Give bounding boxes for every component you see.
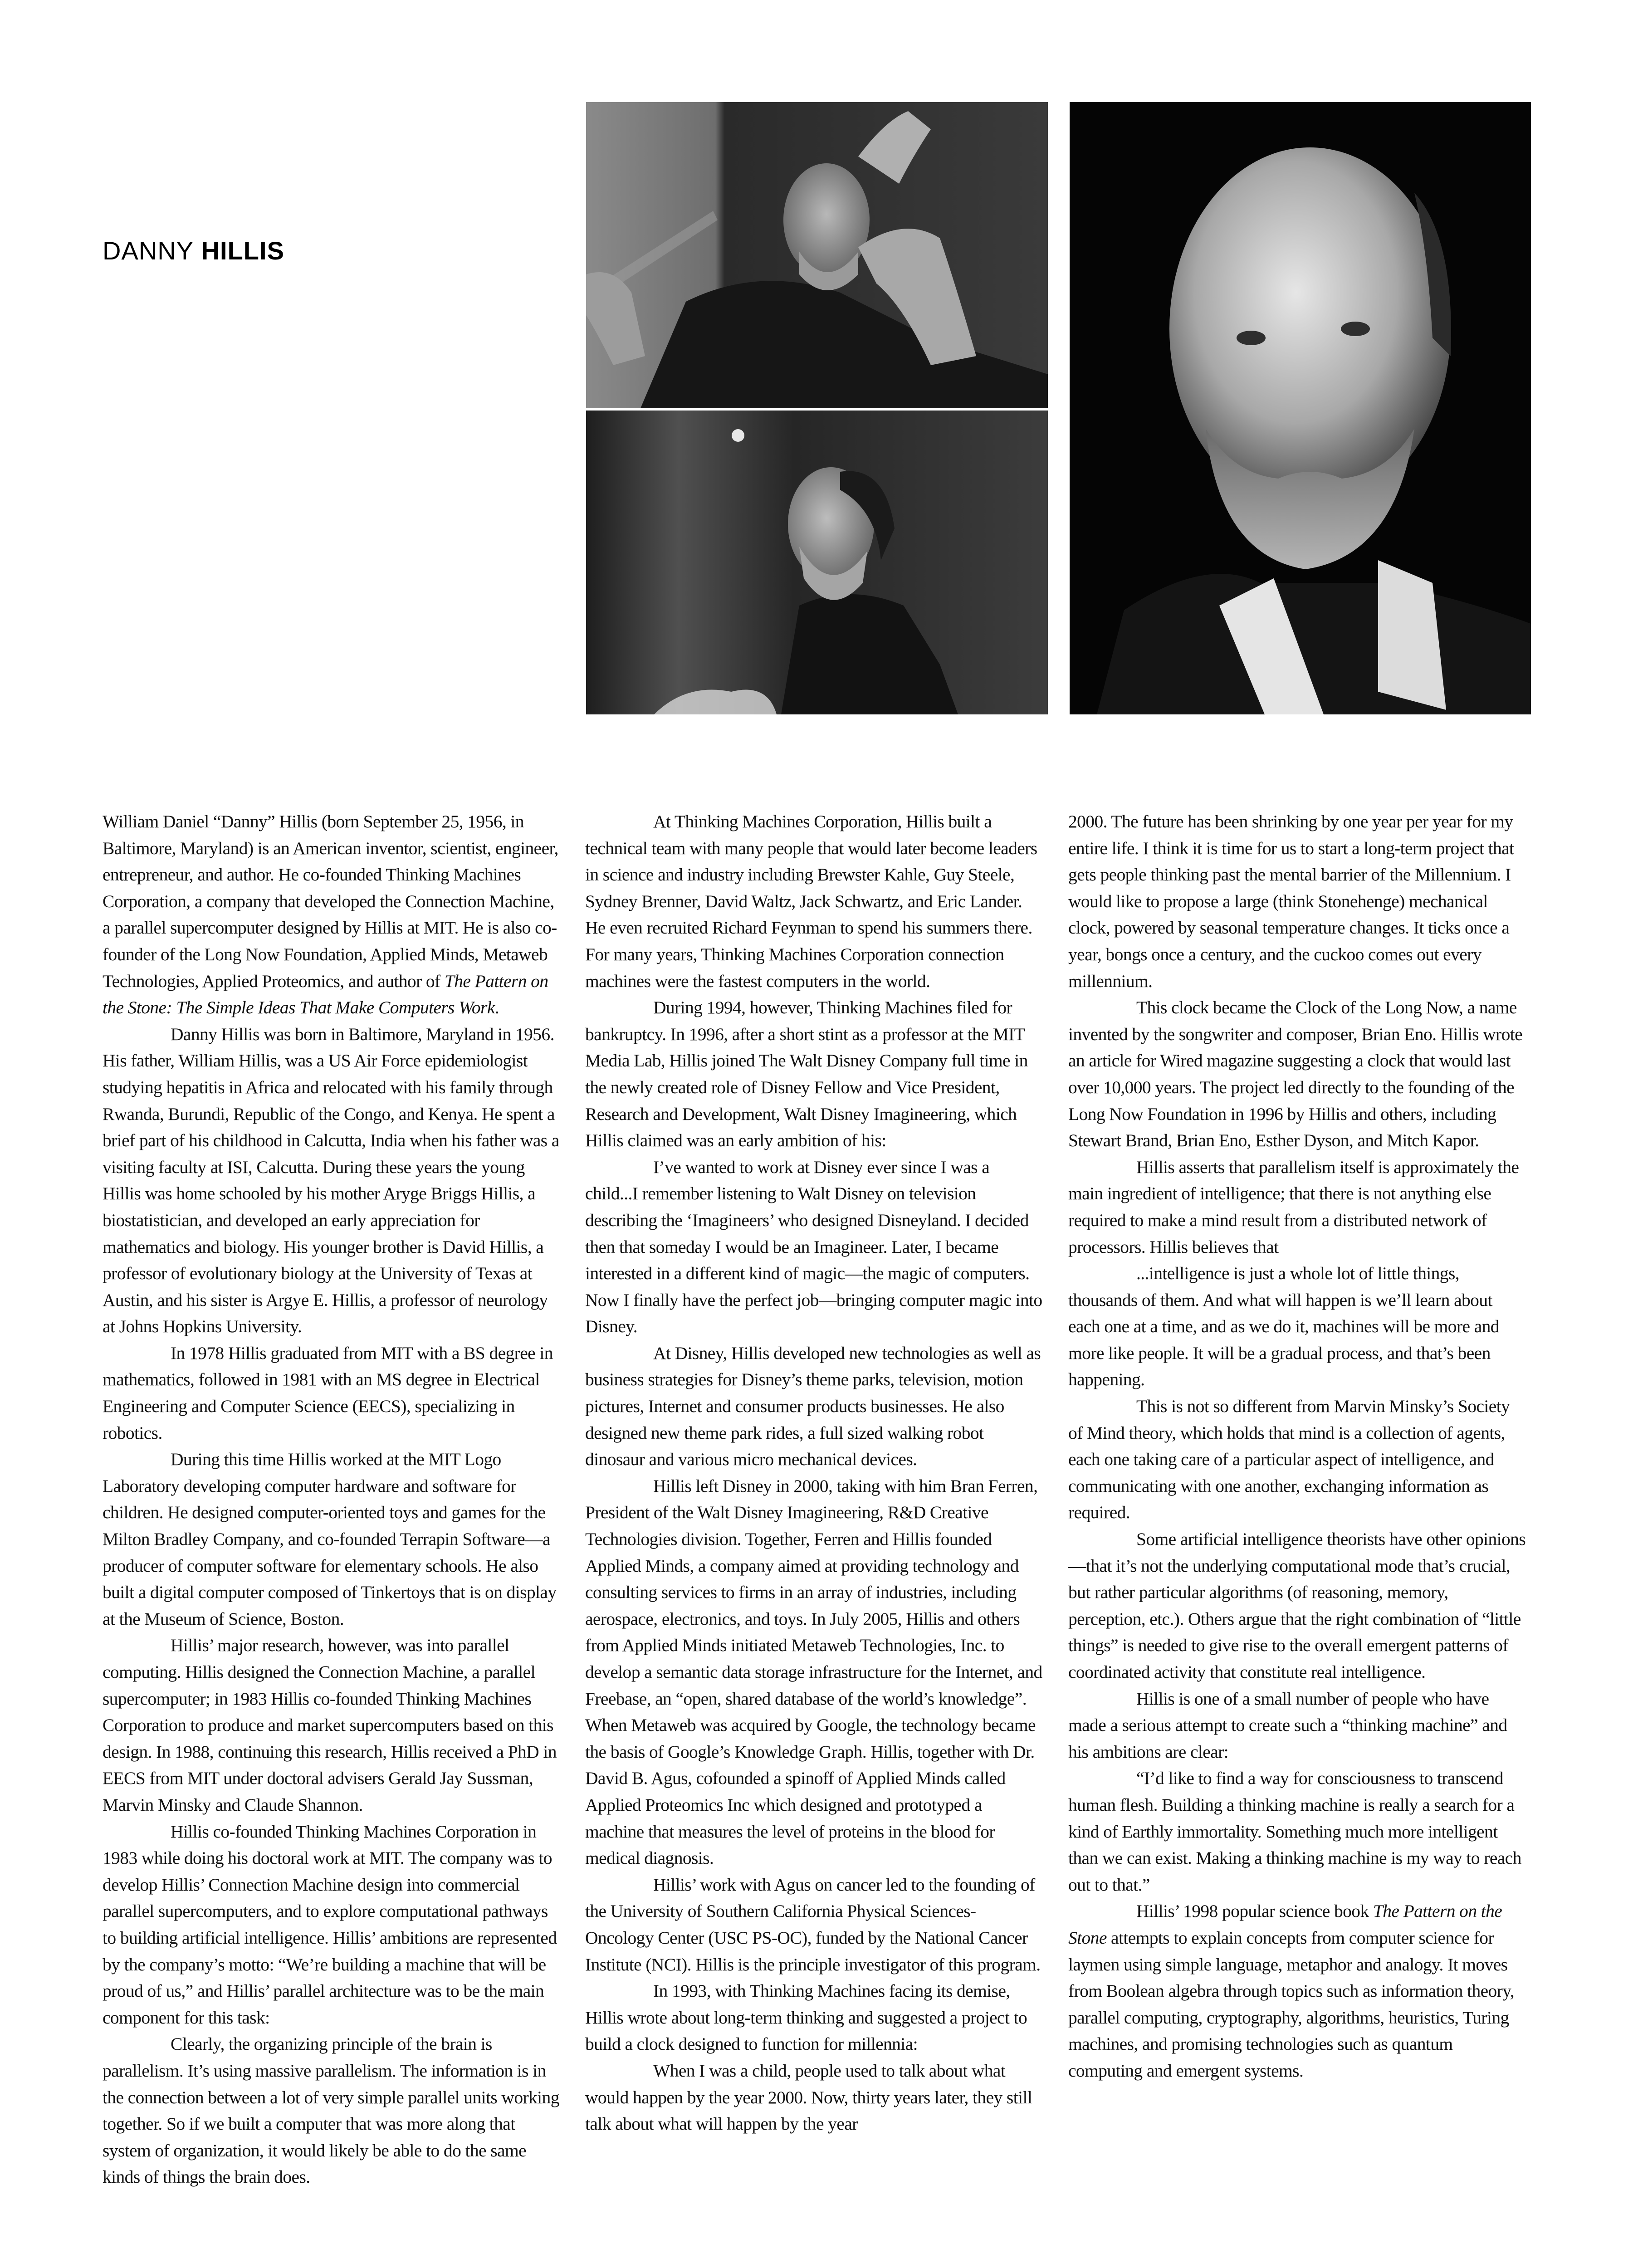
photo-portrait-image: [1070, 102, 1531, 714]
paragraph-text: attempts to explain concepts from computer science for laymen using simple language, metaphor and analogy. It moves from Boolean algebra through topics such as information theory, parallel computing, cryptography, algorithms, heuristics, Turing machines, and promising technologies such as quantum computing and emergent systems.: [1068, 1927, 1515, 2081]
paragraph: Hillis’ major research, however, was into parallel computing. Hillis designed the Connection Machine, a parallel supercomputer; in 1983 Hillis co-founded Thinking Machines Corporation to produce and market supercomputers based on this design. In 1988, continuing this research, Hillis received a PhD in EECS from MIT under doctoral advisers Gerald Jay Sussman, Marvin Minsky and Claude Shannon.: [103, 1635, 557, 1815]
article-column-3: [1068, 808, 1526, 2084]
paragraph-text: Hillis’ 1998 popular science book: [1136, 1901, 1373, 1921]
paragraph: This is not so different from Marvin Minsky’s Society of Mind theory, which holds that mind is a collection of agents, each one taking care of a particular aspect of intelligence, and communicating with one another, exchanging information as required.: [1068, 1396, 1510, 1523]
paragraph: During this time Hillis worked at the MIT Logo Laboratory developing computer hardware and software for children. He designed computer-oriented toys and games for the Milton Bradley Company, and co-founded Terrapin Software—a producer of computer software for elementary schools. He also built a digital computer composed of Tinkertoys that is on display at the Museum of Science, Boston.: [103, 1449, 557, 1629]
block-quote: “I’d like to find a way for consciousness to transcend human flesh. Building a thinking machine is really a search for a kind of Earthly immortality. Something much more intelligent than we can exist. Making a thinking machine is my way to reach out to that.”: [1068, 1768, 1521, 1895]
block-quote: When I was a child, people used to talk about what would happen by the year 2000. Now, thirty years later, they still talk about what will happen by the year: [585, 2060, 1032, 2134]
title-last-name: HILLIS: [201, 236, 284, 265]
page-title: [103, 236, 284, 265]
photo-speaking-gesturing: [586, 102, 1048, 408]
paragraph: [103, 808, 561, 1021]
paragraph: Hillis’ work with Agus on cancer led to the founding of the University of Southern California Physical Sciences-Oncology Center (USC PS-OC), funded by the National Cancer Institute (NCI). Hillis is the principle investigator of this program.: [585, 1874, 1041, 1975]
article-column-2: [585, 808, 1043, 2137]
block-quote: I’ve wanted to work at Disney ever since I was a child...I remember listening to Walt Disney on television describing the ‘Imagineers’ who designed Disneyland. I decided then that someday I would be an Imagineer. Later, I became interested in a different kind of magic—the magic of computers. Now I finally have the perfect job—bringing computer magic into Disney.: [585, 1157, 1042, 1337]
photo-bottom-image: [586, 411, 1048, 714]
paragraph-text: .: [494, 997, 499, 1018]
paragraph-text: William Daniel “Danny” Hillis (born September 25, 1956, in Baltimore, Maryland) is an American inventor, scientist, engineer, entrepreneur, and author. He co-founded Thinking Machines Corporation, a company that developed the Connection Machine, a parallel supercomputer designed by Hillis at MIT. He is also co-founder of the Long Now Foundation, Applied Minds, Metaweb Technologies, Applied Proteomics, and author of: [103, 811, 558, 991]
book-title: The Pattern on the Stone: [1068, 1901, 1502, 1948]
photo-portrait: [1070, 102, 1531, 714]
paragraph: Hillis left Disney in 2000, taking with him Bran Ferren, President of the Walt Disney Imagineering, R&D Creative Technologies division. Together, Ferren and Hillis founded Applied Minds, a company aimed at providing technology and consulting services to firms in an array of industries, including aerospace, electronics, and toys. In July 2005, Hillis and others from Applied Minds initiated Metaweb Technologies, Inc. to develop a semantic data storage infrastructure for the Internet, and Freebase, an “open, shared database of the world’s knowledge”. When Metaweb was acquired by Google, the technology became the basis of Google’s Knowledge Graph. Hillis, together with Dr. David B. Agus, cofounded a spinoff of Applied Minds called Applied Proteomics Inc which designed and prototyped a machine that measures the level of proteins in the blood for medical diagnosis.: [585, 1476, 1042, 1868]
paragraph: Hillis asserts that parallelism itself is approximately the main ingredient of intelligence; that there is not anything else required to make a mind result from a distributed network of processors. Hillis believes that: [1068, 1157, 1519, 1257]
paragraph: [1068, 1898, 1526, 2084]
photo-speaking-lectern: [586, 411, 1048, 714]
paragraph: In 1978 Hillis graduated from MIT with a BS degree in mathematics, followed in 1981 with an MS degree in Electrical Engineering and Computer Science (EECS), specializing in robotics.: [103, 1343, 553, 1443]
article-column-1: [103, 808, 561, 2190]
paragraph: At Thinking Machines Corporation, Hillis built a technical team with many people that would later become leaders in science and industry including Brewster Kahle, Guy Steele, Sydney Brenner, David Waltz, Jack Schwartz, and Eric Lander. He even recruited Richard Feynman to spend his summers there. For many years, Thinking Machines Corporation connection machines were the fastest computers in the world.: [585, 811, 1037, 991]
paragraph: Hillis co-founded Thinking Machines Corporation in 1983 while doing his doctoral work at MIT. The company was to develop Hillis’ Connection Machine design into commercial parallel supercomputers, and to explore computational pathways to building artificial intelligence. Hillis’ ambitions are represented by the company’s motto: “We’re building a machine that will be proud of us,” and Hillis’ parallel architecture was to be the main component for this task:: [103, 1821, 557, 2028]
block-quote: ...intelligence is just a whole lot of little things, thousands of them. And what will happen is we’ll learn about each one at a time, and as we do it, machines will be more and more like people. It will be a gradual process, and that’s been happening.: [1068, 1263, 1499, 1390]
paragraph: Hillis is one of a small number of people who have made a serious attempt to create such a “thinking machine” and his ambitions are clear:: [1068, 1688, 1507, 1762]
block-quote-continued: 2000. The future has been shrinking by one year per year for my entire life. I think it is time for us to start a long-term project that gets people thinking past the mental barrier of the Millennium. I would like to propose a large (think Stonehenge) mechanical clock, powered by seasonal temperature changes. It ticks once a year, bongs once a century, and the cuckoo comes out every millennium.: [1068, 811, 1514, 991]
book-title: The Pattern on the Stone: The Simple Ideas That Make Computers Work: [103, 971, 548, 1018]
photo-top-image: [586, 102, 1048, 408]
paragraph: At Disney, Hillis developed new technologies as well as business strategies for Disney’s theme parks, television, motion pictures, Internet and consumer products businesses. He also designed new theme park rides, a full sized walking robot dinosaur and various micro mechanical devices.: [585, 1343, 1041, 1470]
paragraph: Some artificial intelligence theorists have other opinions—that it’s not the underlying computational mode that’s crucial, but rather particular algorithms (of reasoning, memory, perception, etc.). Others argue that the right combination of “little things” is needed to give rise to the overall emergent patterns of coordinated activity that constitute real intelligence.: [1068, 1529, 1526, 1682]
paragraph: This clock became the Clock of the Long Now, a name invented by the songwriter and composer, Brian Eno. Hillis wrote an article for Wired magazine suggesting a clock that would last over 10,000 years. The project led directly to the founding of the Long Now Foundation in 1996 by Hillis and others, including Stewart Brand, Brian Eno, Esther Dyson, and Mitch Kapor.: [1068, 997, 1523, 1151]
paragraph: In 1993, with Thinking Machines facing its demise, Hillis wrote about long-term thinking and suggested a project to build a clock designed to function for millennia:: [585, 1981, 1027, 2054]
block-quote: Clearly, the organizing principle of the brain is parallelism. It’s using massive parallelism. The information is in the connection between a lot of very simple parallel units working together. So if we built a computer that was more along that system of organization, it would likely be able to do the same kinds of things the brain does.: [103, 2034, 559, 2187]
paragraph: During 1994, however, Thinking Machines filed for bankruptcy. In 1996, after a short stint as a professor at the MIT Media Lab, Hillis joined The Walt Disney Company full time in the newly created role of Disney Fellow and Vice President, Research and Development, Walt Disney Imagineering, which Hillis claimed was an early ambition of his:: [585, 997, 1028, 1151]
title-first-name: DANNY: [103, 236, 194, 265]
paragraph: Danny Hillis was born in Baltimore, Maryland in 1956. His father, William Hillis, was a US Air Force epidemiologist studying hepatitis in Africa and relocated with his family through Rwanda, Burundi, Republic of the Congo, and Kenya. He spent a brief part of his childhood in Calcutta, India when his father was a visiting faculty at ISI, Calcutta. During these years the young Hillis was home schooled by his mother Aryge Briggs Hillis, a biostatistician, and developed an early appreciation for mathematics and biology. His younger brother is David Hillis, a professor of evolutionary biology at the University of Texas at Austin, and his sister is Argye E. Hillis, a professor of neurology at Johns Hopkins University.: [103, 1024, 559, 1337]
